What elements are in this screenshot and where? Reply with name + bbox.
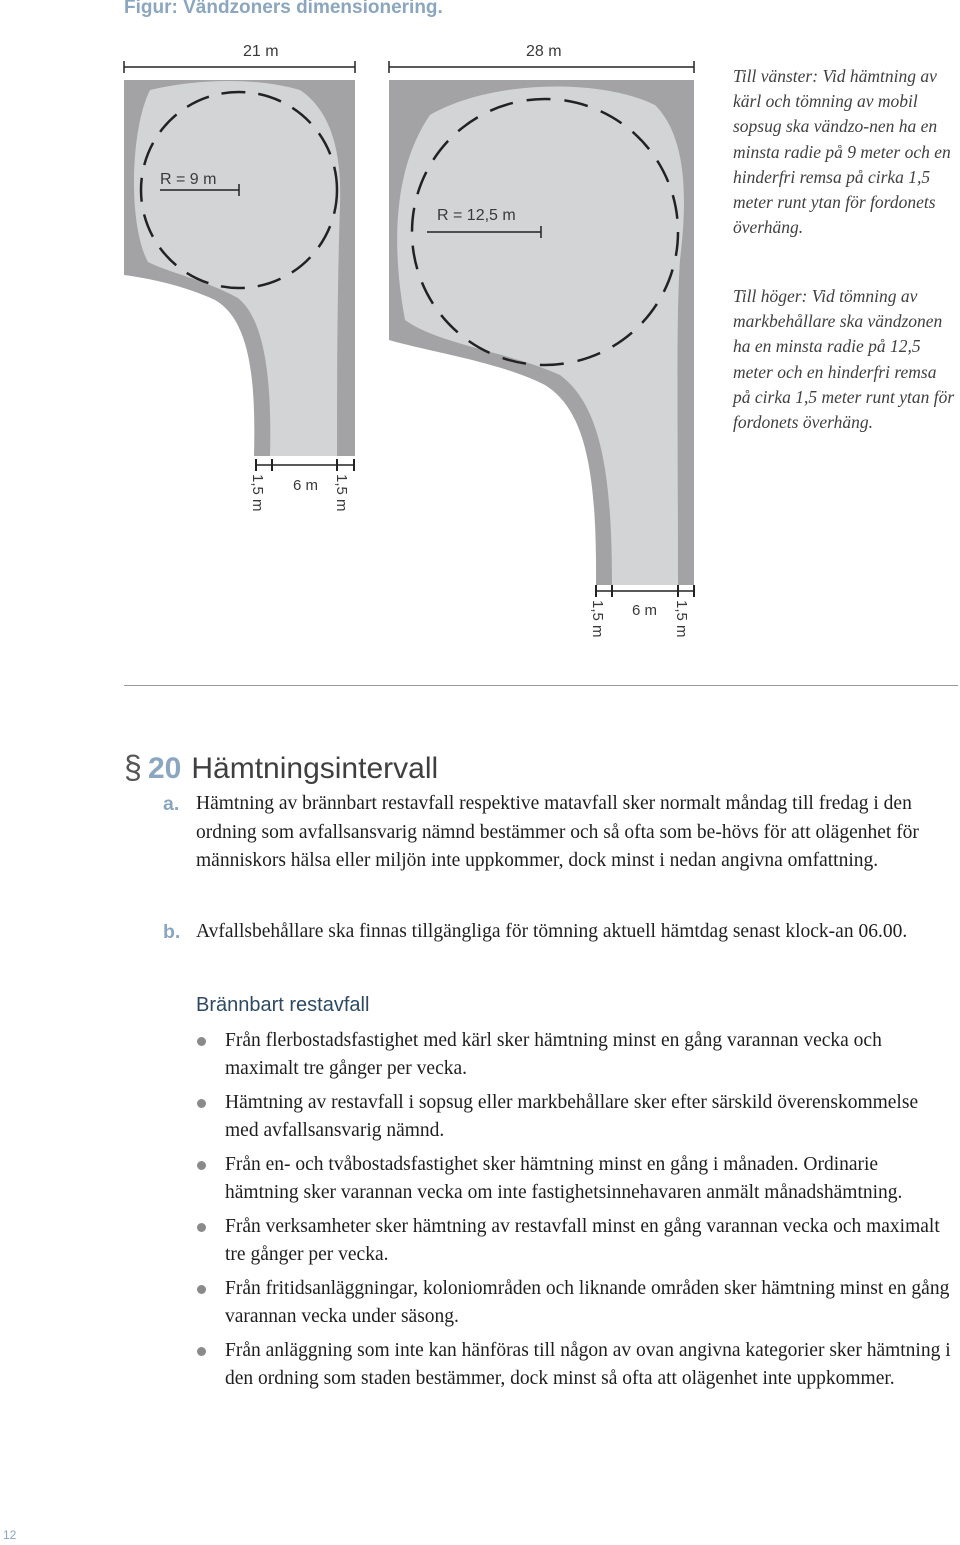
right-width-label: 28 m bbox=[526, 43, 562, 60]
list-item bbox=[196, 1089, 956, 1145]
caption-right: Till höger: Vid tömning av markbehållare ska vändzonen ha en minsta radie på 12,5 meter och en hinderfri remsa på cirka 1,5 meter runt ytan för fordonets överhäng. bbox=[733, 286, 955, 433]
page-number: 12 bbox=[3, 1528, 17, 1542]
bullet-icon bbox=[197, 1161, 206, 1170]
list-item bbox=[196, 1027, 956, 1083]
figure-title: Figur: Vändzoners dimensionering. bbox=[124, 0, 443, 18]
list-item-text: Från en- och tvåbostadsfastighet sker hämtning minst en gång i månaden. Ordinarie hämtning sker varannan vecka om inte fastighetsinnehavaren anmält månadshämtning. bbox=[225, 1154, 903, 1203]
paragraph-text: Hämtning av brännbart restavfall respektive matavfall sker normalt måndag till fredag i den ordning som avfallsansvarig nämnd bestämmer och så ofta som be-hövs för att olägenhet för människors hälsa eller miljön inte uppkommer, dock minst i nedan angivna omfattning. bbox=[196, 793, 919, 871]
list-item-text: Från fritidsanläggningar, koloniområden och liknande områden sker hämtning minst en gång varannan vecka under säsong. bbox=[225, 1278, 950, 1327]
paragraph-b bbox=[163, 918, 956, 947]
bullet-icon bbox=[197, 1223, 206, 1232]
bullet-icon bbox=[197, 1099, 206, 1108]
bullet-icon bbox=[197, 1347, 206, 1356]
section-number: 20 bbox=[148, 752, 182, 785]
left-strip-label-left: 1,5 m bbox=[249, 474, 266, 512]
paragraph-text: Avfallsbehållare ska finnas tillgängliga för tömning aktuell hämtdag senast klock-an 06.00. bbox=[196, 921, 908, 942]
turning-zone-figure bbox=[0, 0, 960, 700]
bullet-icon bbox=[197, 1037, 206, 1046]
bullet-list bbox=[196, 1027, 956, 1399]
left-strip-label-right: 1,5 m bbox=[333, 474, 350, 512]
subheading: Brännbart restavfall bbox=[196, 994, 370, 1016]
left-road-label: 6 m bbox=[293, 477, 319, 494]
list-item bbox=[196, 1275, 956, 1331]
paragraph-sign-icon: § bbox=[124, 749, 142, 785]
left-turning-zone bbox=[124, 43, 355, 512]
list-item bbox=[196, 1337, 956, 1393]
right-strip-label-left: 1,5 m bbox=[589, 600, 606, 638]
right-road-label: 6 m bbox=[632, 602, 658, 619]
list-item bbox=[196, 1213, 956, 1269]
section-divider bbox=[124, 685, 958, 686]
caption-left: Till vänster: Vid hämtning av kärl och tömning av mobil sopsug ska vändzo-nen ha en minsta radie på 9 meter och en hinderfri remsa på cirka 1,5 meter runt ytan för fordonets överhäng. bbox=[733, 66, 951, 238]
list-item-text: Från anläggning som inte kan hänföras till någon av ovan angivna kategorier sker hämtning i den ordning som staden bestämmer, dock minst så ofta att olägenhet inte uppkommer. bbox=[225, 1340, 951, 1389]
left-width-label: 21 m bbox=[243, 43, 279, 60]
list-item-text: Från verksamheter sker hämtning av restavfall minst en gång varannan vecka och maximalt tre gånger per vecka. bbox=[225, 1216, 940, 1265]
list-item-text: Hämtning av restavfall i sopsug eller markbehållare sker efter särskild överenskommelse med avfallsansvarig nämnd. bbox=[225, 1092, 919, 1141]
list-item bbox=[196, 1151, 956, 1207]
paragraph-a bbox=[163, 790, 956, 876]
right-radius-label: R = 12,5 m bbox=[437, 207, 516, 224]
section-heading bbox=[124, 749, 438, 786]
list-item-text: Från flerbostadsfastighet med kärl sker hämtning minst en gång varannan vecka och maximalt tre gånger per vecka. bbox=[225, 1030, 882, 1079]
paragraph-label: a. bbox=[163, 793, 180, 815]
right-inner-shape bbox=[397, 87, 684, 585]
left-inner-shape bbox=[134, 81, 340, 456]
bullet-icon bbox=[197, 1285, 206, 1294]
paragraph-label: b. bbox=[163, 921, 181, 943]
right-strip-label-right: 1,5 m bbox=[673, 600, 690, 638]
right-turning-zone bbox=[389, 43, 694, 638]
left-radius-label: R = 9 m bbox=[160, 171, 217, 188]
section-title: Hämtningsintervall bbox=[191, 752, 439, 785]
